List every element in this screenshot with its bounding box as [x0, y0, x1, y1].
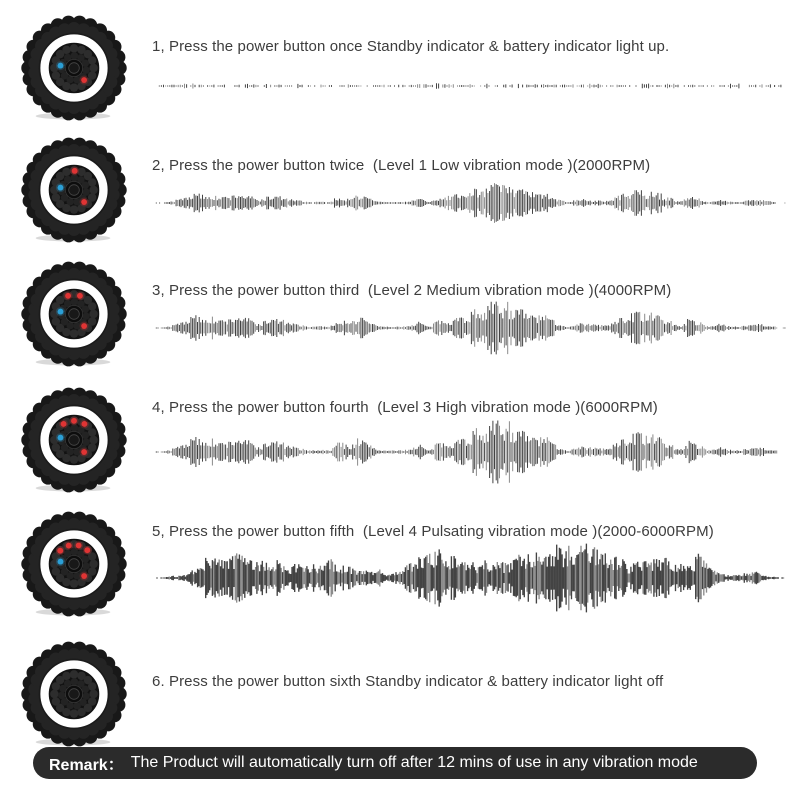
step-instruction: 1, Press the power button once Standby indicator & battery indicator light up.: [152, 38, 670, 55]
vibration-waveform: [149, 538, 789, 618]
massage-ball-illustration: [20, 260, 128, 368]
vibration-waveform: [149, 178, 789, 228]
step-instruction: 6. Press the power button sixth Standby indicator & battery indicator light off: [152, 673, 664, 690]
remark-text: The Product will automatically turn off after 12 mins of use in any vibration mode: [130, 754, 698, 771]
massage-ball-illustration: [20, 640, 128, 748]
massage-ball-illustration: [20, 136, 128, 244]
remark-label: Remark：: [49, 756, 124, 774]
vibration-waveform: [149, 296, 789, 360]
step-instruction: 3, Press the power button third (Level 2 Medium vibration mode )(4000RPM): [152, 282, 672, 299]
step-instruction: 2, Press the power button twice (Level 1 Low vibration mode )(2000RPM): [152, 157, 651, 174]
vibration-waveform: [149, 415, 789, 489]
step-instruction: 4, Press the power button fourth (Level 3 High vibration mode )(6000RPM): [152, 399, 658, 416]
massage-ball-illustration: [20, 14, 128, 122]
vibration-waveform: [149, 79, 789, 93]
step-instruction: 5, Press the power button fifth (Level 4 Pulsating vibration mode )(2000-6000RPM): [152, 523, 714, 540]
massage-ball-illustration: [20, 386, 128, 494]
massage-ball-illustration: [20, 510, 128, 618]
remark-banner: [33, 747, 757, 779]
